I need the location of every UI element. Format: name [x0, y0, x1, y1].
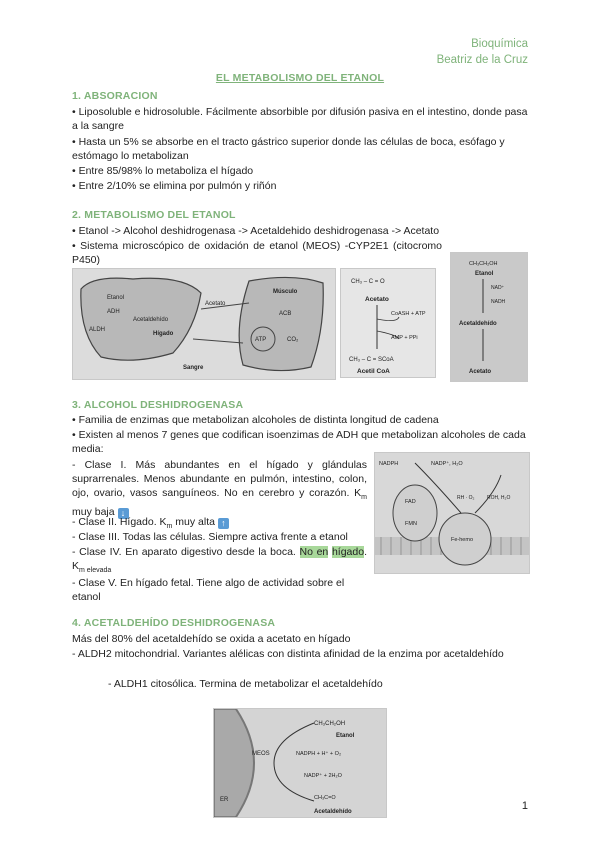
adh-clase-4-text: - Clase IV. En aparato digestivo desde la boca. [72, 546, 300, 558]
km-subscript: m [361, 494, 367, 502]
header-author: Beatriz de la Cruz [436, 54, 528, 66]
fig-meos-label-fmn: FMN [405, 521, 417, 527]
svg-text:CH₃ – C = O: CH₃ – C = O [351, 279, 385, 285]
adh-clase-1-end: muy baja [72, 506, 115, 519]
adh-clase-4-k: . K [72, 546, 367, 572]
fig-liver-label-co2: CO₂ [287, 337, 299, 343]
fig-pathway-label-nad: NAD⁺ [491, 285, 505, 291]
km-subscript: m [166, 523, 173, 531]
fig-liver-label-aldh: ALDH [89, 327, 106, 333]
absorcion-bullet-3: • Entre 85/98% lo metaboliza el hígado [72, 165, 254, 177]
figure-ethanol-pathway [450, 252, 528, 382]
page-number: 1 [521, 800, 528, 812]
absorcion-bullet-4: • Entre 2/10% se elimina por pulmón y riñón [72, 180, 277, 192]
figure-acetate-acetylcoa [340, 268, 436, 378]
fig-meos-label-fehemo: Fe-hemo [451, 537, 474, 543]
fig-pathway-label-acetaldehido: Acetaldehído [459, 321, 497, 327]
section-heading-metabolismo: 2. METABOLISMO DEL ETANOL [72, 209, 236, 221]
adh-clase-2-end: muy alta [172, 516, 215, 528]
fig-er-label-formula-acetaldehido: CH₃C=O [314, 795, 336, 801]
adh-clase-4-highlight-1: No en [299, 546, 329, 558]
section-heading-absorcion: 1. ABSORACION [72, 90, 158, 102]
fig-liver-label-acetato: Acetato [205, 301, 226, 307]
absorcion-bullet-1: • Liposoluble e hidrosoluble. Fácilmente absorbible por difusión pasiva en el intestino, donde pasa a la sangre [72, 106, 528, 132]
fig-meos-label-rh: RH · O₂ [457, 495, 475, 501]
adh-clase-5: - Clase V. En hígado fetal. Tiene algo de actividad sobre el etanol [72, 577, 345, 603]
section-heading-aldh: 4. ACETALDEHÍDO DESHIDROGENASA [72, 617, 276, 629]
adh-clase-4 [72, 545, 367, 578]
absorcion-bullet-2: • Hasta un 5% se absorbe en el tracto gástrico superior donde las células de boca, esófago y estómago lo metabolizan [72, 136, 505, 162]
metabolismo-bullet-2: • Sistema microscópico de oxidación de etanol (MEOS) -CYP2E1 (citocromo P450) [72, 240, 442, 266]
fig-er-label-meos: MEOS [252, 751, 270, 757]
svg-text:CH₃ – C = SCoA: CH₃ – C = SCoA [349, 357, 394, 363]
fig-liver-label-atp: ATP [255, 337, 267, 343]
fig-pathway-label-etanol: Etanol [475, 271, 494, 277]
fig-pathway-label-acetato: Acetato [469, 369, 492, 375]
fig-liver-label-higado: Hígado [153, 331, 174, 337]
fig-meos-label-roh: ROH, H₂O [487, 495, 511, 501]
figure-er-meos [213, 708, 387, 818]
fig-acetate-label-coash: CoASH + ATP [391, 311, 426, 317]
figure-liver-muscle [72, 268, 336, 380]
figure-meos-membrane [374, 452, 530, 574]
aldh-line-1: Más del 80% del acetaldehído se oxida a acetato en hígado [72, 633, 351, 645]
fig-er-label-nadp: NADP⁺ + 2H₂O [304, 773, 342, 779]
aldh-line-3: - ALDH1 citosólica. Termina de metabolizar el acetaldehído [108, 678, 383, 690]
fig-liver-label-acb: ACB [279, 311, 292, 317]
metabolismo-bullet-1: • Etanol -> Alcohol deshidrogenasa -> Acetaldehido deshidrogenasa -> Acetato [72, 225, 440, 237]
arrow-down-icon: ↓ [118, 508, 129, 519]
fig-liver-label-etanol: Etanol [107, 295, 125, 301]
header-subject: Bioquímica [471, 38, 528, 50]
page-title: EL METABOLISMO DEL ETANOL [215, 72, 385, 84]
fig-liver-label-adh: ADH [107, 309, 120, 315]
fig-meos-label-nadp: NADP⁺, H₂O [431, 461, 463, 467]
adh-clase-1-text: - Clase I. Más abundantes en el hígado y glándulas suprarrenales. Menos abundante en pulmón, intestino, colon, ojo, ovario, vasos sanguíneos. No en cerebro y corazón. K [72, 459, 367, 499]
fig-pathway-label-nadh: NADH [491, 299, 506, 305]
section-heading-adh: 3. ALCOHOL DESHIDROGENASA [72, 399, 244, 411]
adh-clase-2-text: - Clase II. Hígado. K [72, 516, 167, 528]
fig-er-label-acetaldehido: Acetaldehído [314, 809, 352, 815]
svg-text:CH₃CH₂OH: CH₃CH₂OH [469, 261, 498, 267]
fig-er-label-nadph: NADPH + H⁺ + O₂ [296, 751, 342, 757]
arrow-up-icon: ↑ [218, 518, 229, 529]
fig-meos-label-fad: FAD [405, 499, 416, 505]
adh-clase-1 [72, 458, 367, 519]
fig-acetate-label-acetato: Acetato [365, 296, 389, 303]
fig-liver-label-sangre: Sangre [183, 365, 204, 371]
adh-bullet-2: • Existen al menos 7 genes que codifican isoenzimas de ADH que metabolizan alcoholes de cada media: [72, 429, 526, 455]
adh-clase-4-highlight-2: hígado [331, 546, 365, 558]
aldh-line-2: - ALDH2 mitochondrial. Variantes alélicas con distinta afinidad de la enzima por acetaldehído [72, 648, 504, 660]
fig-meos-label-nadph: NADPH [379, 461, 399, 467]
fig-liver-label-acetaldehido: Acetaldehído [133, 317, 169, 323]
fig-er-label-etanol: Etanol [336, 733, 355, 739]
km-elevada-subscript: m elevada [79, 567, 112, 575]
fig-liver-label-musculo: Músculo [273, 289, 298, 295]
fig-acetate-label-acetilcoa: Acetil CoA [357, 368, 390, 375]
fig-er-label-er: ER [220, 797, 229, 803]
adh-clase-3: - Clase III. Todas las células. Siempre activa frente a etanol [72, 531, 348, 543]
fig-acetate-label-amp: AMP + PPi [391, 335, 418, 341]
adh-bullet-1: • Familia de enzimas que metabolizan alcoholes de distinta longitud de cadena [72, 414, 439, 426]
fig-er-label-formula-etanol: CH₃CH₂OH [314, 721, 346, 727]
